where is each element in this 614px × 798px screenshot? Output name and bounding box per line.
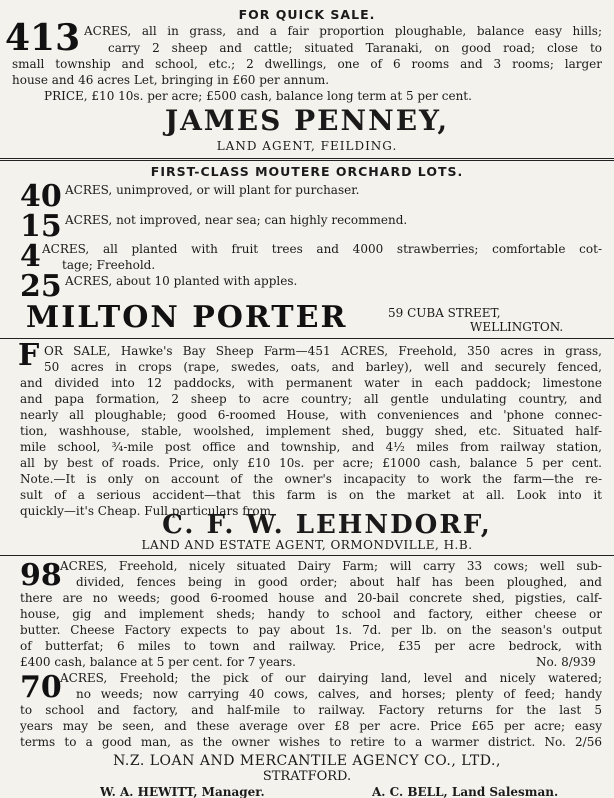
ad4-manager: W. A. HEWITT, Manager. [100, 785, 265, 798]
ad2-address-2: WELLINGTON. [470, 320, 564, 334]
ad4-lot-70-line-2: no weeds; now carrying 40 cows, calves, and horses; plenty of feed; handy [76, 687, 602, 701]
ad3-line-2: 50 acres in crops (rape, swedes, oats, and barley), well and securely fenced, [44, 360, 602, 374]
ad3-line-6: tion, washhouse, stable, woolshed, implement shed, buggy shed, etc. Situated half- [20, 424, 602, 438]
ad1-acreage-number: 413 [5, 17, 81, 59]
ad4-lot-98-ref: No. 8/939 [536, 655, 596, 669]
ad2-agent-name: MILTON PORTER [26, 300, 348, 335]
ad-james-penney [0, 0, 614, 160]
ad4-lot-70-line-3: to school and factory, and half-mile to railway. Factory returns for the last 5 [20, 703, 602, 717]
ad4-lot-70-line-4: years may be seen, and these average over £8 per acre. Price £65 per acre; easy [20, 719, 602, 733]
ad4-lot-70-line-1: ACRES, Freehold; the pick of our dairying land, level and nicely watered; [60, 671, 602, 685]
ad1-line-1: ACRES, all in grass, and a fair proportion ploughable, balance easy hills; [84, 24, 602, 38]
ad3-agent-name: C. F. W. LEHNDORF, [162, 510, 492, 540]
ad4-lot-98-line-7: £400 cash, balance at 5 per cent. for 7 years. [20, 655, 296, 669]
ad4-lot-70-line-5: terms to a good man, as the owner wishes to retire to a warmer district. No. 2/56 [20, 735, 602, 749]
ad2-lot-4-number: 4 [20, 239, 41, 274]
ad4-company-name: N.Z. LOAN AND MERCANTILE AGENCY CO., LTD., [113, 753, 501, 769]
ad2-lot-40-number: 40 [20, 179, 62, 214]
ad3-line-1: OR SALE, Hawke's Bay Sheep Farm—451 ACRES, Freehold, 350 acres in grass, [44, 344, 602, 358]
ad3-line-11: quickly—it's Cheap. Full particulars from [20, 504, 271, 518]
divider-2 [0, 338, 614, 339]
ad-milton-porter [0, 160, 614, 340]
ad1-heading: FOR QUICK SALE. [238, 7, 376, 22]
ad3-line-9: Note.—It is only on account of the owner's incapacity to work the farm—the re- [20, 472, 602, 486]
ad2-lot-15-text: ACRES, not improved, near sea; can highly recommend. [65, 213, 408, 227]
ad3-line-5: nearly all ploughable; good 6-roomed House, with conveniences and 'phone connec- [20, 408, 602, 422]
ad2-address-1: 59 CUBA STREET, [388, 306, 501, 320]
ad3-line-3: and divided into 12 paddocks, with permanent water in each paddock; limestone [20, 376, 602, 390]
ad4-salesman: A. C. BELL, Land Salesman. [372, 785, 559, 798]
ad3-line-7: mile school, ¾-mile post office and township, and 4½ miles from railway station, [20, 440, 602, 454]
divider-3 [0, 555, 614, 556]
ad2-lot-25-text: ACRES, about 10 planted with apples. [65, 274, 298, 288]
ad3-line-10: sult of a serious accident—that this farm is on the market at all. Look into it [20, 488, 602, 502]
ad2-lot-40-text: ACRES, unimproved, or will plant for purchaser. [65, 183, 360, 197]
ad1-price: PRICE, £10 10s. per acre; £500 cash, balance long term at 5 per cent. [44, 89, 472, 103]
ad2-lot-15-number: 15 [20, 209, 62, 244]
ad4-lot-98-number: 98 [20, 558, 62, 593]
ad4-lot-98-line-3: there are no weeds; good 6-roomed house and 20-bail concrete shed, pigsties, calf- [20, 591, 602, 605]
ad2-lot-4-text-cont: tage; Freehold. [62, 258, 156, 272]
ad2-heading: FIRST-CLASS MOUTERE ORCHARD LOTS. [150, 164, 464, 179]
ad1-agent-title: LAND AGENT, FEILDING. [216, 139, 398, 153]
ad2-lot-25-number: 25 [20, 269, 62, 304]
ad4-lot-98-line-6: of butterfat; 6 miles to town and railway. Price, £35 per acre bedrock, with [20, 639, 602, 653]
ad1-agent-name: JAMES PENNEY, [164, 104, 450, 137]
ad1-line-2: carry 2 sheep and cattle; situated Taranaki, on good road; close to [108, 41, 602, 55]
ad4-lot-98-line-1: ACRES, Freehold, nicely situated Dairy Farm; will carry 33 cows; well sub- [60, 559, 602, 573]
ad4-town: STRATFORD. [262, 769, 352, 784]
ad3-line-4: and papa formation, 2 sheep to acre country; all gentle undulating country, and [20, 392, 602, 406]
ad3-drop-cap: F [18, 338, 40, 373]
ad2-lot-4-text: ACRES, all planted with fruit trees and 4000 strawberries; comfortable cot- [42, 242, 602, 256]
ad3-line-8: all by best of roads. Price, only £10 10s. per acre; £1000 cash, balance 5 per cent. [20, 456, 602, 470]
ad1-line-4: house and 46 acres Let, bringing in £60 per annum. [12, 73, 330, 87]
ad1-line-3: small township and school, etc.; 2 dwellings, one of 6 rooms and 3 rooms; larger [12, 57, 602, 71]
ad-nz-loan-mercantile [0, 557, 614, 798]
ad4-lot-98-line-2: divided, fences being in good order; about half has been ploughed, and [76, 575, 602, 589]
ad4-lot-98-line-4: house, gig and implement sheds; handy to school and factory, either cheese or [20, 607, 602, 621]
ad4-lot-98-line-5: butter. Cheese Factory expects to pay about 1s. 7d. per lb. on the season's output [20, 623, 602, 637]
ad-lehndorf [0, 340, 614, 555]
ad4-lot-70-number: 70 [20, 670, 62, 705]
ad3-agent-title: LAND AND ESTATE AGENT, ORMONDVILLE, H.B. [141, 538, 473, 552]
